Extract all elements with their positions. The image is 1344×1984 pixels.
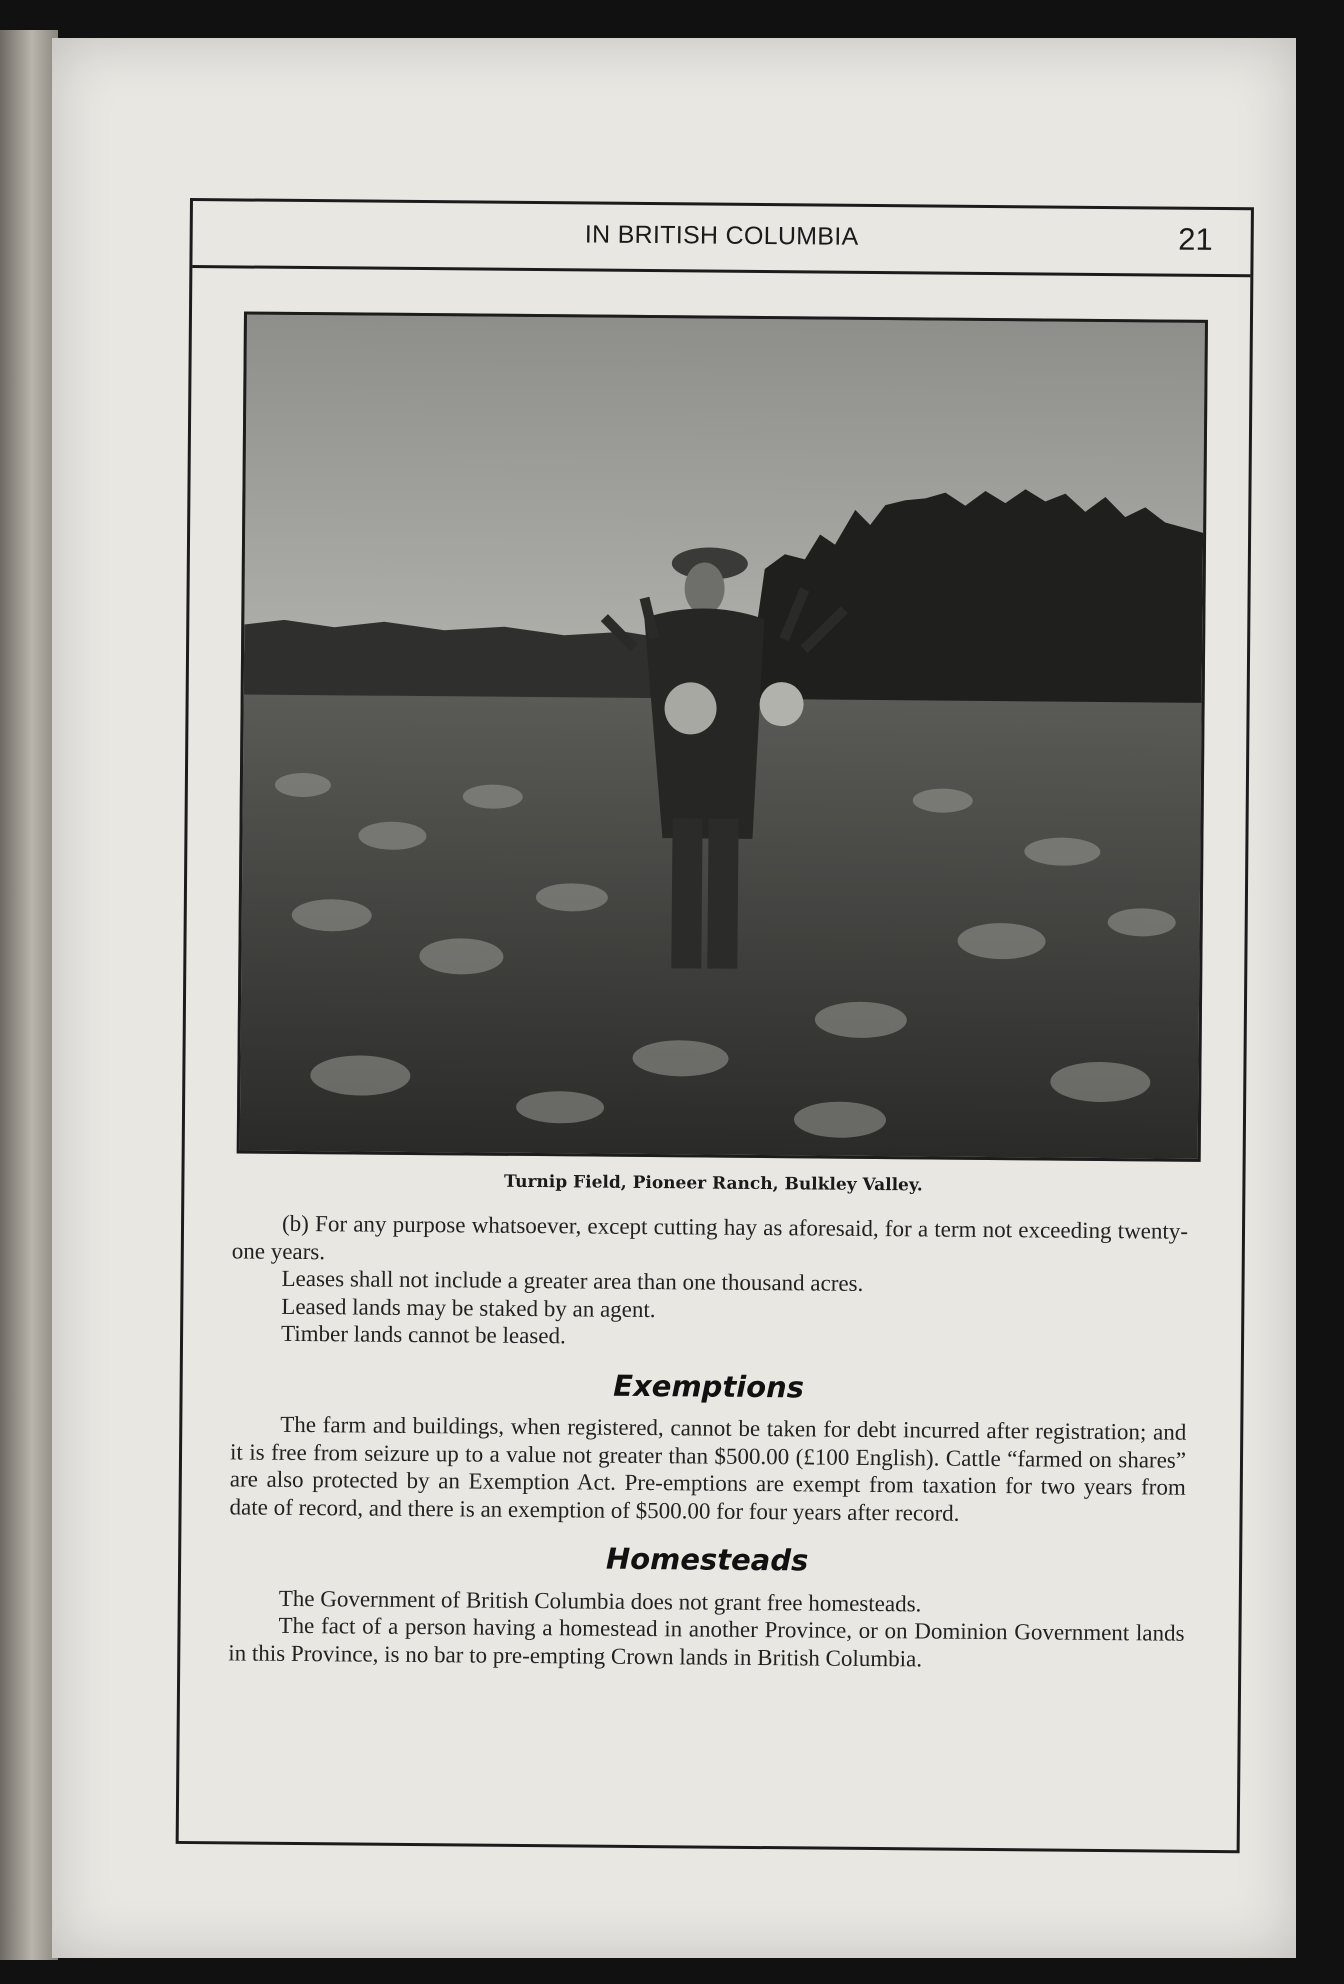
figure-caption: Turnip Field, Pioneer Ranch, Bulkley Valley. [503, 1171, 923, 1196]
page-number: 21 [1178, 221, 1213, 257]
photo-illustration [240, 315, 1205, 1159]
paragraph-leases-term: (b) For any purpose whatsoever, except cutting hay as aforesaid, for a term not exceeding twenty-one years. [231, 1210, 1189, 1264]
homesteads-heading: Homesteads [605, 1541, 809, 1578]
facing-page-edge [0, 30, 58, 1960]
turnip-field-photograph [237, 311, 1208, 1161]
page-header [192, 201, 1251, 277]
book-page [52, 38, 1296, 1958]
exemptions-paragraph: The farm and buildings, when registered, cannot be taken for debt incurred after registration; and it is free from seizure up to a value not greater than $500.00 (£100 English). Cattle “farmed on shares” are also protected by an Exemption Act. Pre-emptions are exempt from taxation for two years from date of record, and there is an exemption of $500.00 for four years after record. [229, 1411, 1187, 1526]
exemptions-heading: Exemptions [613, 1368, 805, 1404]
homesteads-paragraph-1: The Government of British Columbia does not grant free homesteads. [278, 1585, 922, 1616]
homesteads-paragraph-2: The fact of a person having a homestead in another Province, or on Dominion Government lands in this Province, is no bar to pre-empting Crown lands in British Columbia. [228, 1612, 1185, 1671]
paragraph-staked-by-agent: Leased lands may be staked by an agent. [281, 1293, 656, 1322]
paragraph-lease-area: Leases shall not include a greater area than one thousand acres. [281, 1265, 864, 1296]
running-head: IN BRITISH COLUMBIA [584, 220, 859, 251]
paragraph-timber-lands: Timber lands cannot be leased. [280, 1320, 566, 1349]
body-text [228, 1209, 1188, 1674]
page-border-frame [176, 198, 1254, 1853]
